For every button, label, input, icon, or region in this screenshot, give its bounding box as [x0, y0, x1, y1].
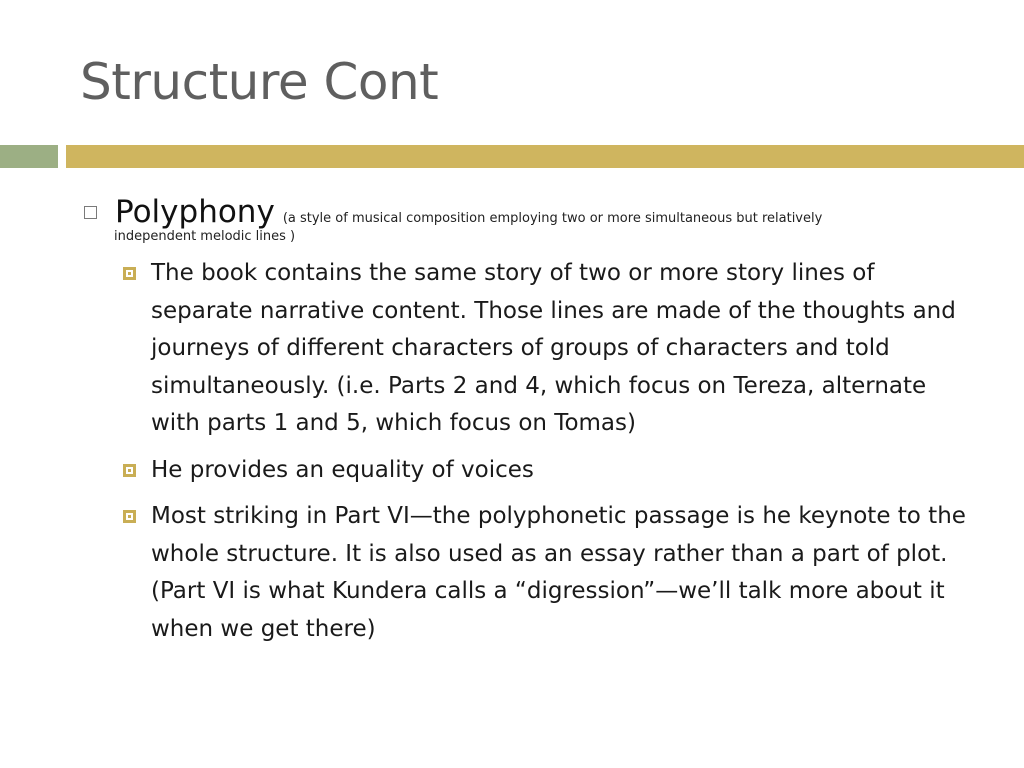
point-definition: (a style of musical composition employing two or more simultaneous but relatively	[282, 211, 823, 226]
gold-square-bullet-icon	[123, 464, 136, 477]
sub-bullet-item	[80, 255, 971, 443]
bullet-point-polyphony	[80, 192, 915, 247]
slide-content	[80, 192, 980, 657]
sub-bullet-text: Most striking in Part VI—the polyphonetic passage is he keynote to the whole structure. It is also used as an essay rather than a part of plot. (Part VI is what Kundera calls a “digression”—we’ll talk more about it when we get there)	[151, 503, 966, 642]
point-heading: Polyphony	[115, 194, 275, 230]
accent-bar-green	[0, 145, 58, 168]
accent-bar-gold	[66, 145, 1024, 168]
hollow-square-bullet-icon	[84, 206, 97, 219]
point-definition-continued: independent melodic lines )	[114, 229, 296, 244]
sub-bullet-text: The book contains the same story of two or more story lines of separate narrative content. Those lines are made of the thoughts and journeys of different characters of groups of characters and told simultaneously. (i.e. Parts 2 and 4, which focus on Tereza, alternate with parts 1 and 5, which focus on Tomas)	[151, 260, 956, 436]
sub-bullet-text: He provides an equality of voices	[151, 456, 534, 483]
gold-square-bullet-icon	[123, 510, 136, 523]
sub-bullet-list	[80, 255, 980, 648]
slide-title: Structure Cont	[80, 53, 439, 111]
gold-square-bullet-icon	[123, 267, 136, 280]
sub-bullet-item	[80, 498, 971, 648]
sub-bullet-item	[80, 452, 971, 490]
